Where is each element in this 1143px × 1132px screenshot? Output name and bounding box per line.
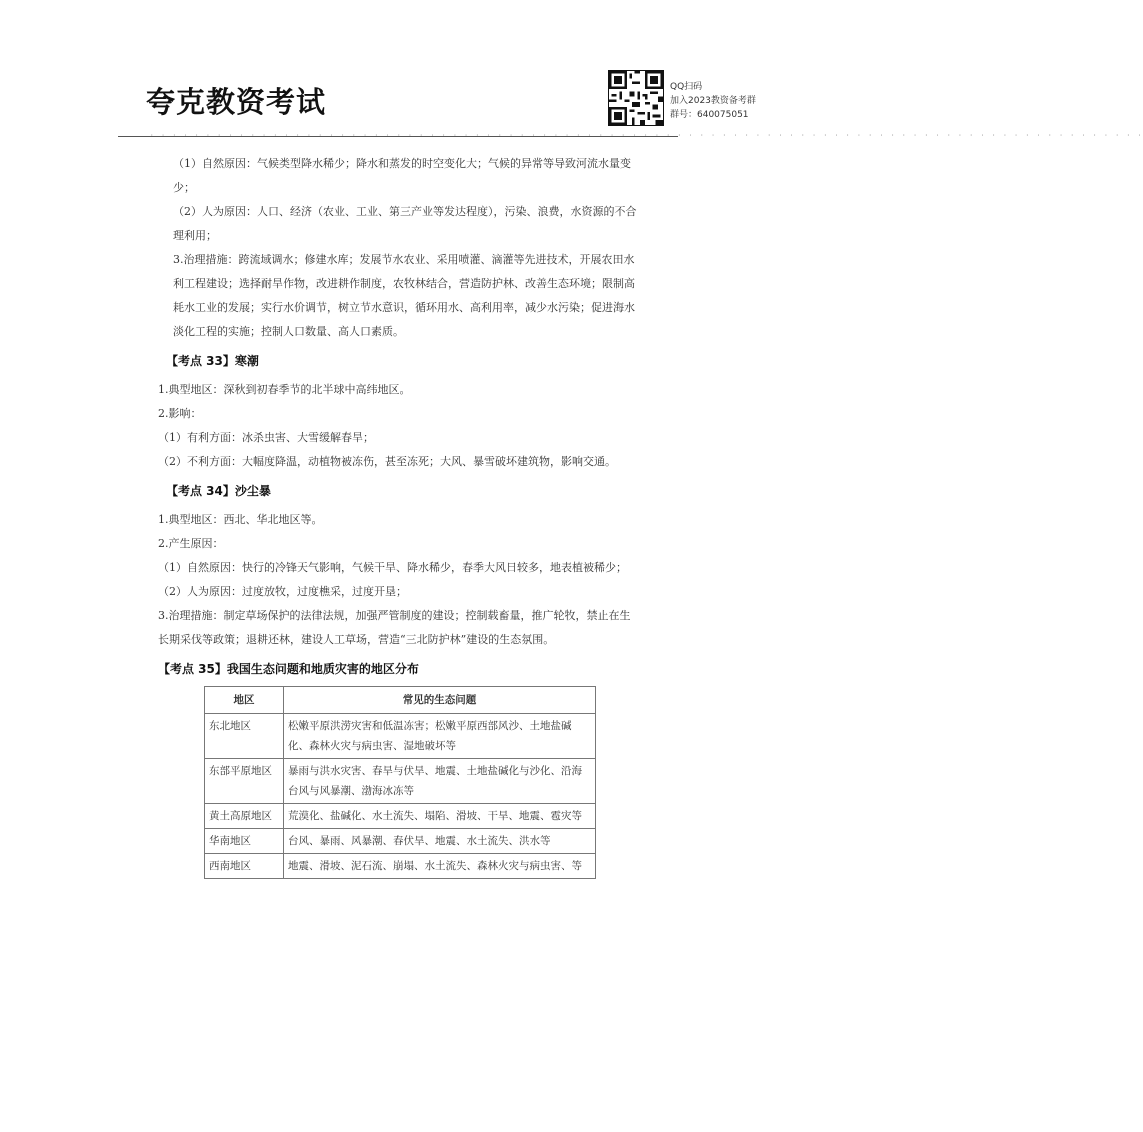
column-header: 地区 <box>205 687 284 714</box>
table-row <box>205 714 596 759</box>
table-row <box>205 829 596 854</box>
paragraph: 1.典型地区：西北、华北地区等。 <box>158 513 323 526</box>
paragraph: 2.影响： <box>158 407 202 420</box>
paragraph: （1）自然原因：气候类型降水稀少；降水和蒸发的时空变化大；气候的异常等导致河流水量变少； <box>173 157 631 194</box>
table-row <box>205 804 596 829</box>
section-heading: 【考点 34】沙尘暴 <box>166 484 271 498</box>
region-cell: 东部平原地区 <box>205 759 284 804</box>
document-body <box>158 152 638 879</box>
paragraph: （2）人为原因：过度放牧，过度樵采，过度开垦； <box>158 585 407 598</box>
qr-code-icon <box>608 70 664 126</box>
region-cell: 东北地区 <box>205 714 284 759</box>
qq-line: 群号：640075051 <box>670 110 749 120</box>
region-cell: 黄土高原地区 <box>205 804 284 829</box>
paragraph: （2）不利方面：大幅度降温，动植物被冻伤，甚至冻死；大风、暴雪破坏建筑物，影响交通。 <box>158 455 616 468</box>
section-heading: 【考点 33】寒潮 <box>166 354 259 368</box>
ecology-problems-table <box>204 686 596 879</box>
paragraph: （1）有利方面：冰杀虫害、大雪缓解春旱； <box>158 431 374 444</box>
section-heading: 【考点 35】我国生态问题和地质灾害的地区分布 <box>158 662 419 676</box>
header-divider <box>118 136 678 137</box>
problems-cell: 荒漠化、盐碱化、水土流失、塌陷、滑坡、干旱、地震、雹灾等 <box>284 804 596 829</box>
paragraph: 3.治理措施：跨流域调水；修建水库；发展节水农业、采用喷灌、滴灌等先进技术，开展农田水利工程建设；选择耐旱作物，改进耕作制度，农牧林结合，营造防护林、改善生态环境；限制高耗水工业的发展；实行水价调节，树立节水意识，循环用水、高利用率，减少水污染；促进海水淡化工程的实施；控制人口数量、高人口素质。 <box>173 253 635 338</box>
qq-group-info <box>670 80 756 122</box>
problems-cell: 地震、滑坡、泥石流、崩塌、水土流失、森林火灾与病虫害、等 <box>284 854 596 879</box>
problems-cell: 暴雨与洪水灾害、春旱与伏旱、地震、土地盐碱化与沙化、沿海台风与风暴潮、渤海冰冻等 <box>284 759 596 804</box>
problems-cell: 台风、暴雨、风暴潮、春伏旱、地震、水土流失、洪水等 <box>284 829 596 854</box>
table-row <box>205 759 596 804</box>
paragraph: 3.治理措施：制定草场保护的法律法规，加强严管制度的建设；控制载畜量，推广轮牧，禁止在生长期采伐等政策；退耕还林，建设人工草场，营造“三北防护林”建设的生态氛围。 <box>158 609 631 646</box>
qq-line: 加入2023教资备考群 <box>670 96 756 106</box>
column-header: 常见的生态问题 <box>284 687 596 714</box>
table-row <box>205 854 596 879</box>
region-cell: 西南地区 <box>205 854 284 879</box>
qq-line: QQ扫码 <box>670 82 703 92</box>
table-header-row <box>205 687 596 714</box>
paragraph: （1）自然原因：快行的冷锋天气影响，气候干旱、降水稀少，春季大风日较多，地表植被稀少； <box>158 561 627 574</box>
paragraph: 2.产生原因： <box>158 537 224 550</box>
region-cell: 华南地区 <box>205 829 284 854</box>
problems-cell: 松嫩平原洪涝灾害和低温冻害；松嫩平原西部风沙、土地盐碱化、森林火灾与病虫害、湿地破坏等 <box>284 714 596 759</box>
brand-logo: 夸克教资考试 <box>146 85 327 119</box>
paragraph: 1.典型地区：深秋到初春季节的北半球中高纬地区。 <box>158 383 411 396</box>
paragraph: （2）人为原因：人口、经济（农业、工业、第三产业等发达程度），污染、浪费，水资源的不合理利用； <box>173 205 637 242</box>
header-dotted-rule: · · · · · · · · · · · · · · · · · · · · · · · · · · · · · · · · · · · · · · · · · · · · · · · · · · · · · · · · · · · · · · · · · · · · · · · · · · · · · · · · · · · · · · · · · <box>150 132 1143 139</box>
